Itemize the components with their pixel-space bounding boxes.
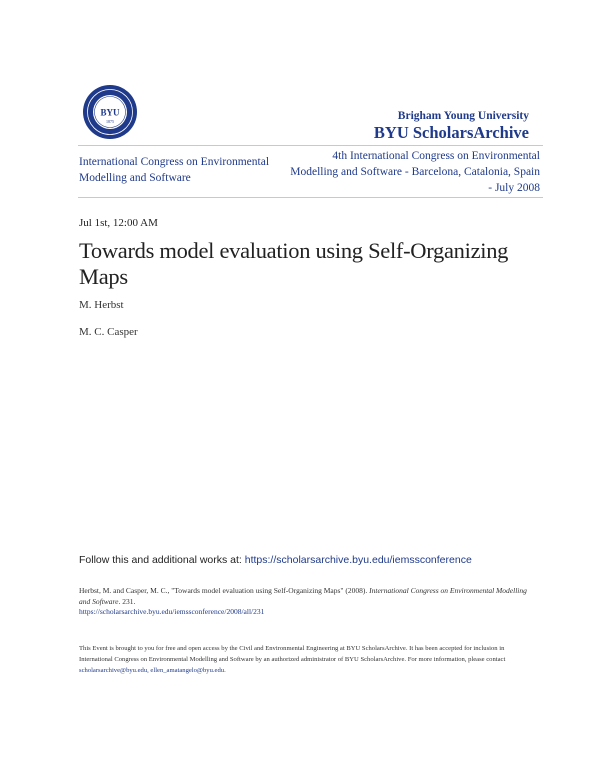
- citation-text: Herbst, M. and Casper, M. C., "Towards model evaluation using Self-Organizing Maps" (2008).: [79, 586, 370, 595]
- venue-divider: [78, 197, 543, 198]
- university-name: Brigham Young University: [397, 110, 529, 122]
- seal-text: BYU: [100, 107, 120, 118]
- seal-subtext: 1875: [106, 119, 114, 124]
- archive-name[interactable]: BYU ScholarsArchive: [373, 123, 529, 142]
- byu-seal-logo: [82, 84, 138, 140]
- citation-block: [79, 586, 534, 618]
- access-notice: [79, 643, 534, 676]
- author-name: M. Herbst: [79, 299, 124, 311]
- citation-url-link[interactable]: https://scholarsarchive.byu.edu/iemssconference/2008/all/231: [79, 607, 265, 616]
- event-date: Jul 1st, 12:00 AM: [79, 217, 158, 229]
- paper-title: Towards model evaluation using Self-Organizing Maps: [79, 238, 509, 289]
- citation-venue: International Congress on Environmental Modelling and Software: [79, 586, 527, 606]
- notice-end: .: [224, 667, 226, 674]
- author-name: M. C. Casper: [79, 326, 138, 338]
- follow-prefix: Follow this and additional works at:: [79, 554, 245, 566]
- archive-branding: [374, 110, 529, 143]
- contact-email-link[interactable]: scholarsarchive@byu.edu, ellen_amatangelo@byu.edu: [79, 667, 225, 674]
- citation-suffix: . 231.: [118, 596, 136, 606]
- event-link[interactable]: 4th International Congress on Environmental Modelling and Software - Barcelona, Catalonia, Spain - July 2008: [290, 150, 540, 194]
- venue-link[interactable]: International Congress on Environmental Modelling and Software: [79, 156, 270, 184]
- notice-text: This Event is brought to you for free and open access by the Civil and Environmental Engineering at BYU ScholarsArchive. It has been accepted for inclusion in International Congress on Environmental Modelling and Software by an authorized administrator of BYU ScholarsArchive. For more information, please contact: [79, 645, 506, 663]
- follow-line: [79, 554, 472, 566]
- top-divider: [78, 145, 543, 146]
- conference-collection-link[interactable]: https://scholarsarchive.byu.edu/iemssconference: [244, 554, 472, 566]
